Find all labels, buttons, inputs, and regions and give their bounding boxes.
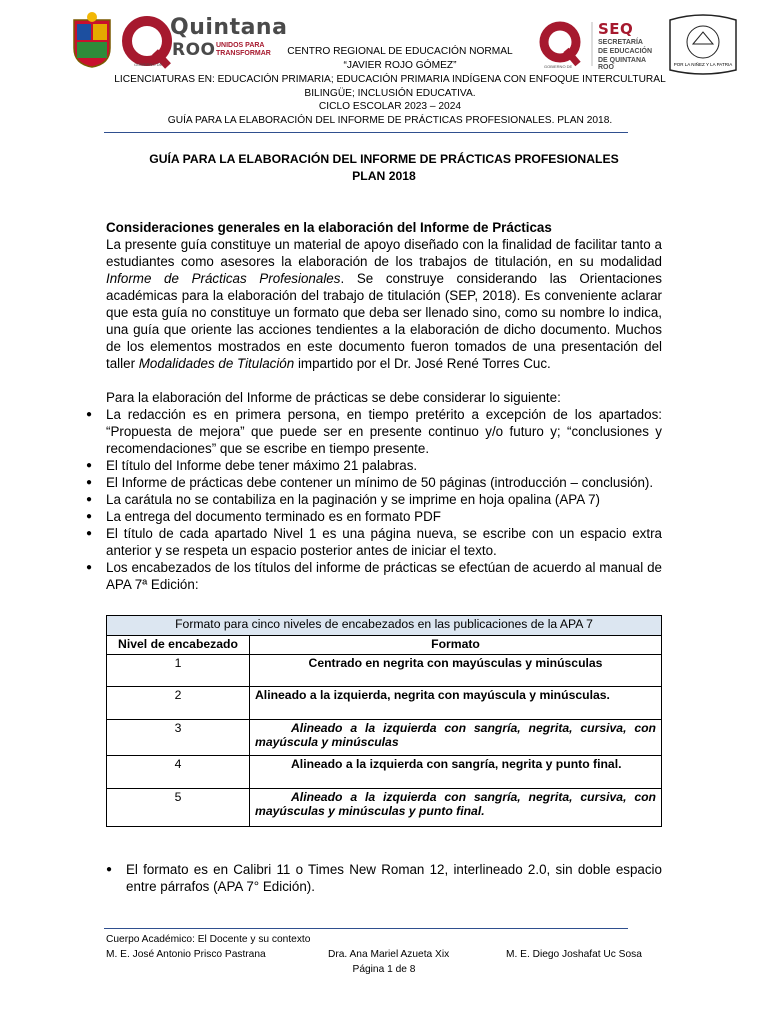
header-rule — [104, 132, 628, 133]
table-caption: Formato para cinco niveles de encabezados en las publicaciones de la APA 7 — [107, 616, 662, 636]
intro-text: Para la elaboración del Informe de prácticas se debe considerar lo siguiente: — [106, 390, 561, 405]
seq-line2: DE EDUCACIÓN — [598, 48, 653, 55]
list-item: ● El Informe de prácticas debe contener un mínimo de 50 páginas (introducción – conclusión). — [86, 474, 662, 491]
considerations-paragraph — [106, 236, 662, 372]
list-item: ● El título del Informe debe tener máximo 21 palabras. — [86, 457, 662, 474]
table-row — [107, 687, 662, 720]
table-row — [107, 789, 662, 827]
guide-line: GUÍA PARA LA ELABORACIÓN DEL INFORME DE PRÁCTICAS PROFESIONALES. PLAN 2018. — [167, 114, 613, 126]
apa-headings-table — [106, 615, 662, 827]
table-cell-format: Alineado a la izquierda con sangría, negrita y punto final. — [250, 756, 662, 789]
header-text — [120, 45, 680, 72]
table-cell-level: 5 — [107, 789, 250, 827]
table-cell-format: Alineado a la izquierda, negrita con mayúscula y minúsculas. — [250, 687, 662, 720]
list-item: ● La carátula no se contabiliza en la paginación y se imprime en hoja opalina (APA 7) — [86, 491, 662, 508]
table-cell-level: 2 — [107, 687, 250, 720]
seq-line3: DE QUINTANA ROO — [598, 57, 646, 71]
qroo-tagline1: UNIDOS PARA — [216, 42, 265, 49]
table-cell-level: 3 — [107, 720, 250, 756]
seq-name: SEQ — [598, 20, 634, 38]
table-cell-format: Alineado a la izquierda con sangría, negrita, cursiva, con mayúscula y minúsculas — [250, 720, 662, 756]
paragraph-text-3: impartido por el Dr. José René Torres Cuc. — [294, 356, 551, 371]
school-name: CENTRO REGIONAL DE EDUCACIÓN NORMAL — [287, 46, 513, 57]
table-header-format: Formato — [250, 636, 662, 655]
table-cell-format: Alineado a la izquierda con sangría, negrita, cursiva, con mayúsculas y minúsculas y punto final. — [250, 789, 662, 827]
seal-text: POR LA NIÑEZ Y LA PATRIA — [673, 62, 733, 67]
footer-rule — [104, 928, 628, 929]
page-number: Página 1 de 8 — [352, 963, 416, 975]
considerations-section — [106, 219, 662, 372]
paragraph-italic-1: Informe de Prácticas Profesionales — [106, 271, 341, 286]
table-row — [107, 756, 662, 789]
table-row — [107, 655, 662, 687]
qroo-small: GOBIERNO DE — [134, 62, 163, 67]
qroo-word1: Quintana — [170, 15, 288, 40]
considerations-heading: Consideraciones generales en la elaboración del Informe de Prácticas — [106, 220, 552, 235]
header-degrees — [100, 73, 680, 127]
paragraph-text-2: . Se construye considerando las Orientaciones académicas para la elaboración del trabajo de titulación (SEP, 2018). Es conveniente aclarar que esta guía no constituye un formato que deba ser llenado sino, como su nombre lo indica, una guía que oriente las acciones tendientes a la elaboración de dicho documento. Muchos de los elementos mostrados en este documento fueron tomados de una presentación del taller — [106, 271, 662, 371]
footer-author-1: M. E. José Antonio Prisco Pastrana — [106, 948, 266, 960]
requirements-list — [86, 406, 662, 593]
school-cycle: CICLO ESCOLAR 2023 – 2024 — [318, 101, 462, 112]
footer — [106, 933, 662, 977]
list-item: ● El formato es en Calibri 11 o Times New Roman 12, interlineado 2.0, sin doble espacio entre párrafos (APA 7° Edición). — [106, 861, 662, 895]
document-title — [106, 151, 662, 185]
table-cell-level: 4 — [107, 756, 250, 789]
seq-small: GOBIERNO DE — [544, 64, 573, 69]
list-item: ● Los encabezados de los títulos del informe de prácticas se efectúan de acuerdo al manual de APA 7ª Edición: — [86, 559, 662, 593]
format-list — [106, 861, 662, 895]
school-subname: “JAVIER ROJO GÓMEZ” — [343, 59, 457, 71]
state-shield-logo — [72, 12, 112, 68]
table-header-level: Nivel de encabezado — [107, 636, 250, 655]
seq-line1: SECRETARÍA — [598, 39, 643, 46]
footer-group: Cuerpo Académico: El Docente y su contexto — [106, 934, 311, 945]
list-item: ● La redacción es en primera persona, en tiempo pretérito a excepción de los apartados: “Propuesta de mejora” que puede ser en presente continuo y/o futuro y; “conclusiones y recomendaciones” que se escribe en tiempo presente. — [86, 406, 662, 457]
title-line2: PLAN 2018 — [352, 169, 416, 183]
footer-author-2: Dra. Ana Mariel Azueta Xix — [328, 948, 450, 960]
list-item: ● El título de cada apartado Nivel 1 es una página nueva, se escribe con un espacio extra anterior y se respeta un espacio posterior antes de iniciar el texto. — [86, 525, 662, 559]
paragraph-text-1: La presente guía constituye un material de apoyo diseñado con la finalidad de facilitar tanto a estudiantes como asesores la elaboración de los trabajos de titulación, en su modalidad — [106, 237, 662, 269]
table-cell-level: 1 — [107, 655, 250, 687]
list-item: ● La entrega del documento terminado es en formato PDF — [86, 508, 662, 525]
degrees-line1: LICENCIATURAS EN: EDUCACIÓN PRIMARIA; EDUCACIÓN PRIMARIA INDÍGENA CON ENFOQUE INTERCULTURAL — [114, 74, 666, 85]
title-line1: GUÍA PARA LA ELABORACIÓN DEL INFORME DE PRÁCTICAS PROFESIONALES — [149, 152, 619, 166]
qroo-word2: ROO — [172, 40, 216, 60]
qroo-tagline2: TRANSFORMAR — [216, 50, 271, 57]
footer-author-3: M. E. Diego Joshafat Uc Sosa — [506, 948, 642, 960]
table-row — [107, 720, 662, 756]
paragraph-italic-2: Modalidades de Titulación — [138, 356, 295, 371]
table-cell-format: Centrado en negrita con mayúsculas y minúsculas — [250, 655, 662, 687]
degrees-line2: BILINGÜE; INCLUSIÓN EDUCATIVA. — [304, 87, 476, 99]
